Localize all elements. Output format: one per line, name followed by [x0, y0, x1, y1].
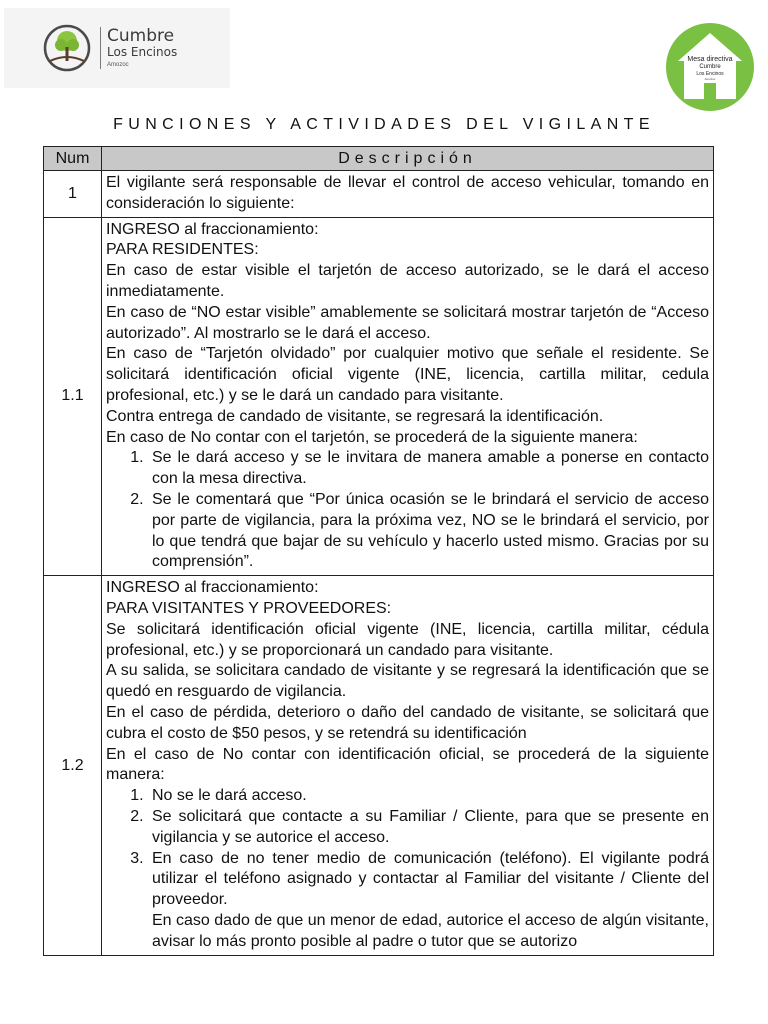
row-number: 1: [44, 171, 102, 218]
paragraph: En caso de estar visible el tarjetón de acceso autorizado, se le dará el acceso inmediatamente.: [106, 262, 709, 300]
table-row: [44, 217, 714, 576]
numbered-list: [106, 786, 709, 953]
row-number: 1.2: [44, 576, 102, 956]
badge-line-2: Cumbre: [699, 64, 721, 70]
tree-icon: [42, 23, 92, 73]
badge-line-4: Amozoc: [704, 77, 716, 81]
brand-place: Amozoc: [107, 62, 129, 69]
row-description: [102, 576, 714, 956]
table-header-row: [44, 147, 714, 171]
list-item: 4. En caso dado de que un menor de edad, autorice el acceso de algún visitante, avisar lo más pronto posible al padre o tutor que se autorizo: [148, 911, 709, 953]
badge-line-1: Mesa directiva: [687, 56, 733, 63]
mesa-directiva-badge: [664, 21, 756, 113]
paragraph: Contra entrega de candado de visitante, se regresará la identificación.: [106, 407, 604, 425]
brand-name: Cumbre: [107, 26, 175, 47]
paragraph: Se solicitará identificación oficial vigente (INE, licencia, cartilla militar, cédula profesional, etc.) y se proporcionará un candado para visitante.: [106, 620, 709, 659]
table-row: [44, 171, 714, 218]
cumbre-logo: [4, 8, 230, 88]
list-item: 1. Se le dará acceso y se le invitara de manera amable a ponerse en contacto con la mesa directiva.: [148, 448, 709, 490]
functions-table: [43, 146, 714, 956]
document-title: FUNCIONES Y ACTIVIDADES DEL VIGILANTE: [113, 116, 655, 133]
paragraph: PARA VISITANTES Y PROVEEDORES:: [106, 599, 392, 617]
list-item: 2. Se solicitará que contacte a su Familiar / Cliente, para que se presente en vigilancia y se autorice el acceso.: [148, 807, 709, 849]
numbered-list: [106, 448, 709, 573]
paragraph: En el caso de No contar con identificación oficial, se procederá de la siguiente manera:: [106, 745, 709, 784]
paragraph: En el caso de pérdida, deterioro o daño del candado de visitante, se solicitará que cubra el costo de $50 pesos, y se retendrá su identificación: [106, 703, 709, 742]
list-item: 1. No se le dará acceso.: [148, 786, 709, 807]
paragraph: En caso de “Tarjetón olvidado” por cualquier motivo que señale el residente. Se solicitará identificación oficial vigente (INE, licencia, cartilla militar, cedula profesional, etc.) y se le dará un candado para visitante.: [106, 345, 709, 404]
table-row: [44, 576, 714, 956]
column-header-num: Num: [44, 147, 102, 171]
paragraph: El vigilante será responsable de llevar el control de acceso vehicular, tomando en consideración lo siguiente:: [106, 174, 709, 212]
list-item: 2. Se le comentará que “Por única ocasión se le brindará el servicio de acceso por parte de vigilancia, para la próxima vez, NO se le brindará el servicio, por lo que tendrá que bajar de su vehículo y hacerlo usted mismo. Gracias por su comprensión”.: [148, 490, 709, 573]
row-description: [102, 217, 714, 576]
list-item: 3. En caso de no tener medio de comunicación (teléfono). El vigilante podrá utilizar el teléfono asignado y contactar al Familiar del visitante / Cliente del proveedor.: [148, 849, 709, 911]
paragraph: PARA RESIDENTES:: [106, 241, 259, 259]
paragraph: INGRESO al fraccionamiento:: [106, 579, 319, 597]
brand-subtitle: Los Encinos: [107, 44, 178, 59]
badge-line-3: Los Encinos: [696, 71, 724, 77]
paragraph: En caso de No contar con el tarjetón, se procederá de la siguiente manera:: [106, 428, 638, 446]
row-description: [102, 171, 714, 218]
paragraph: INGRESO al fraccionamiento:: [106, 220, 319, 238]
row-number: 1.1: [44, 217, 102, 576]
paragraph: A su salida, se solicitara candado de visitante y se regresará la identificación que se quedó en resguardo de vigilancia.: [106, 662, 709, 701]
paragraph: En caso de “NO estar visible” amablemente se solicitará mostrar tarjetón de “Acceso autorizado”. Al mostrarlo se le dará el acceso.: [106, 303, 709, 342]
brand-text: [100, 27, 177, 68]
column-header-description: Descripción: [102, 147, 714, 171]
